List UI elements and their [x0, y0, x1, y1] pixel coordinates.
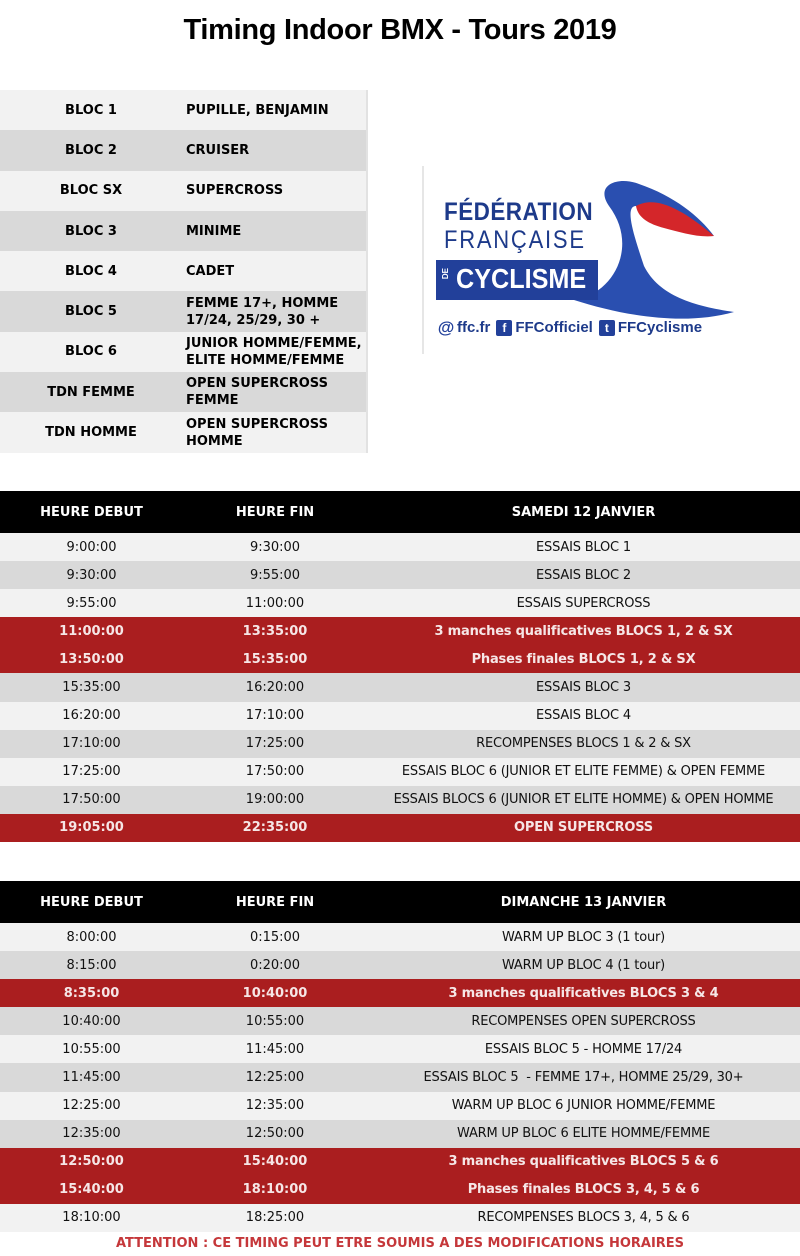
event-label: ESSAIS SUPERCROSS [516, 595, 651, 611]
schedule-row [0, 758, 800, 786]
bloc-row [0, 251, 366, 291]
schedule-saturday [0, 491, 800, 842]
header-start-time: HEURE DEBUT [40, 894, 143, 910]
start-time: 12:25:00 [62, 1098, 121, 1114]
bloc-row [0, 130, 366, 170]
schedule-header [0, 881, 800, 923]
schedule-row [0, 923, 800, 951]
bloc-name: BLOC 6 [65, 344, 117, 360]
end-time: 16:20:00 [245, 680, 305, 696]
start-time: 11:45:00 [62, 1070, 121, 1086]
event-label: 3 manches qualificatives BLOCS 3 & 4 [448, 985, 719, 1001]
end-time: 0:20:00 [249, 957, 301, 973]
logo-cyclisme: CYCLISME [456, 263, 587, 294]
end-time: 9:30:00 [249, 539, 301, 555]
schedule-row-highlight [0, 814, 800, 842]
event-label: WARM UP BLOC 6 ELITE HOMME/FEMME [457, 1126, 710, 1142]
schedule-row [0, 1063, 800, 1091]
start-time: 8:35:00 [63, 985, 120, 1001]
start-time: 9:55:00 [66, 595, 117, 611]
start-time: 10:55:00 [62, 1041, 121, 1057]
start-time: 11:00:00 [59, 623, 124, 639]
end-time: 17:10:00 [245, 708, 305, 724]
start-time: 15:35:00 [62, 680, 121, 696]
bloc-row [0, 412, 366, 452]
end-time: 9:55:00 [249, 567, 301, 583]
event-label: 3 manches qualificatives BLOCS 5 & 6 [448, 1154, 719, 1170]
end-time: 18:25:00 [245, 1210, 305, 1226]
end-time: 18:10:00 [242, 1182, 308, 1198]
header-end-time: HEURE FIN [235, 894, 315, 910]
social-label: FFCofficiel [515, 319, 593, 336]
bloc-name: BLOC 5 [65, 304, 117, 320]
bloc-row [0, 291, 366, 331]
end-time: 17:25:00 [245, 736, 305, 752]
page-title: Timing Indoor BMX - Tours 2019 [183, 14, 617, 46]
end-time: 11:00:00 [245, 595, 305, 611]
start-time: 8:00:00 [66, 929, 117, 945]
logo-social-links [438, 319, 702, 336]
event-label: 3 manches qualificatives BLOCS 1, 2 & SX [434, 623, 733, 639]
bloc-description: PUPILLE, BENJAMIN [186, 102, 329, 118]
bloc-row [0, 211, 366, 251]
bloc-row [0, 90, 366, 130]
facebook-icon: f [496, 320, 512, 336]
logo-de: DE [441, 268, 450, 280]
schedule-row-highlight [0, 1176, 800, 1204]
bloc-description: OPEN SUPERCROSS HOMME [186, 416, 328, 449]
end-time: 10:55:00 [245, 1013, 305, 1029]
bloc-description: OPEN SUPERCROSS FEMME [186, 376, 328, 409]
start-time: 17:25:00 [62, 764, 121, 780]
end-time: 12:25:00 [245, 1070, 305, 1086]
schedule-row [0, 1035, 800, 1063]
end-time: 17:50:00 [245, 764, 305, 780]
header-day: SAMEDI 12 JANVIER [511, 504, 656, 520]
event-label: RECOMPENSES OPEN SUPERCROSS [471, 1013, 696, 1029]
end-time: 10:40:00 [242, 985, 308, 1001]
header-end-time: HEURE FIN [235, 504, 315, 520]
start-time: 17:10:00 [62, 736, 121, 752]
event-label: ESSAIS BLOC 5 - HOMME 17/24 [484, 1041, 683, 1057]
social-label: ffc.fr [457, 319, 491, 336]
header-start-time: HEURE DEBUT [40, 504, 143, 520]
bloc-name: BLOC 2 [65, 142, 117, 158]
schedule-row [0, 1120, 800, 1148]
schedule-row [0, 702, 800, 730]
event-label: ESSAIS BLOC 6 (JUNIOR ET ELITE FEMME) & OPEN FEMME [401, 764, 766, 780]
bloc-name: BLOC 1 [65, 102, 117, 118]
bloc-description: CRUISER [186, 142, 250, 158]
event-label: WARM UP BLOC 4 (1 tour) [501, 957, 666, 973]
event-label: ESSAIS BLOC 2 [536, 567, 631, 583]
schedule-header [0, 491, 800, 533]
start-time: 19:05:00 [59, 820, 124, 836]
social-label: FFCyclisme [617, 319, 703, 336]
bloc-description: MINIME [186, 223, 242, 239]
event-label: ESSAIS BLOC 3 [536, 680, 631, 696]
twitter-icon: t [599, 320, 615, 336]
start-time: 10:40:00 [62, 1013, 121, 1029]
schedule-row-highlight [0, 979, 800, 1007]
schedule-row [0, 561, 800, 589]
bloc-row [0, 372, 366, 412]
event-label: RECOMPENSES BLOCS 3, 4, 5 & 6 [477, 1210, 690, 1226]
bloc-description: JUNIOR HOMME/FEMME, ELITE HOMME/FEMME [186, 335, 362, 368]
schedule-row [0, 786, 800, 814]
bloc-name: TDN HOMME [45, 425, 137, 441]
social-link [599, 319, 702, 336]
logo-francaise: FRANÇAISE [444, 226, 586, 254]
end-time: 19:00:00 [245, 792, 305, 808]
ffc-logo [422, 166, 742, 354]
event-label: WARM UP BLOC 3 (1 tour) [501, 929, 666, 945]
end-time: 11:45:00 [245, 1041, 305, 1057]
bloc-description: SUPERCROSS [186, 183, 284, 199]
bloc-name: TDN FEMME [47, 384, 135, 400]
schedule-row [0, 730, 800, 758]
end-time: 12:35:00 [245, 1098, 305, 1114]
schedule-sunday [0, 881, 800, 1232]
start-time: 12:35:00 [62, 1126, 121, 1142]
schedule-row [0, 1007, 800, 1035]
event-label: OPEN SUPERCROSS [514, 820, 653, 836]
end-time: 15:40:00 [242, 1154, 308, 1170]
bloc-legend-table [0, 90, 368, 453]
event-label: RECOMPENSES BLOCS 1 & 2 & SX [476, 736, 691, 752]
schedule-row-highlight [0, 1148, 800, 1176]
start-time: 8:15:00 [66, 957, 117, 973]
schedule-row [0, 1204, 800, 1232]
start-time: 17:50:00 [62, 792, 121, 808]
bloc-description: CADET [186, 263, 235, 279]
bloc-name: BLOC 4 [65, 263, 117, 279]
start-time: 12:50:00 [59, 1154, 124, 1170]
start-time: 18:10:00 [62, 1210, 121, 1226]
event-label: ESSAIS BLOC 4 [536, 708, 631, 724]
event-label: Phases finales BLOCS 1, 2 & SX [471, 651, 696, 667]
event-label: WARM UP BLOC 6 JUNIOR HOMME/FEMME [451, 1098, 716, 1114]
end-time: 12:50:00 [245, 1126, 305, 1142]
at-icon: @ [437, 317, 455, 337]
schedule-row [0, 589, 800, 617]
event-label: Phases finales BLOCS 3, 4, 5 & 6 [467, 1182, 700, 1198]
bloc-row [0, 171, 366, 211]
bloc-row [0, 332, 366, 372]
schedule-row [0, 1092, 800, 1120]
start-time: 16:20:00 [62, 708, 121, 724]
logo-federation: FÉDÉRATION [444, 198, 594, 226]
start-time: 9:30:00 [66, 567, 117, 583]
start-time: 15:40:00 [59, 1182, 124, 1198]
schedule-row [0, 951, 800, 979]
schedule-row [0, 673, 800, 701]
social-link [438, 319, 490, 336]
warning-notice: ATTENTION : CE TIMING PEUT ETRE SOUMIS A DES MODIFICATIONS HORAIRES [115, 1236, 685, 1251]
end-time: 0:15:00 [249, 929, 301, 945]
schedule-row [0, 533, 800, 561]
header-day: DIMANCHE 13 JANVIER [500, 894, 667, 910]
bloc-description: FEMME 17+, HOMME 17/24, 25/29, 30 + [186, 295, 339, 328]
schedule-row-highlight [0, 645, 800, 673]
event-label: ESSAIS BLOC 5 - FEMME 17+, HOMME 25/29, 30+ [423, 1070, 744, 1086]
end-time: 15:35:00 [242, 651, 308, 667]
end-time: 13:35:00 [242, 623, 308, 639]
end-time: 22:35:00 [242, 820, 308, 836]
social-link [496, 319, 593, 336]
event-label: ESSAIS BLOCS 6 (JUNIOR ET ELITE HOMME) & OPEN HOMME [393, 792, 774, 808]
start-time: 9:00:00 [66, 539, 117, 555]
bloc-name: BLOC 3 [65, 223, 117, 239]
bloc-name: BLOC SX [59, 183, 123, 199]
schedule-row-highlight [0, 617, 800, 645]
start-time: 13:50:00 [59, 651, 124, 667]
event-label: ESSAIS BLOC 1 [536, 539, 631, 555]
